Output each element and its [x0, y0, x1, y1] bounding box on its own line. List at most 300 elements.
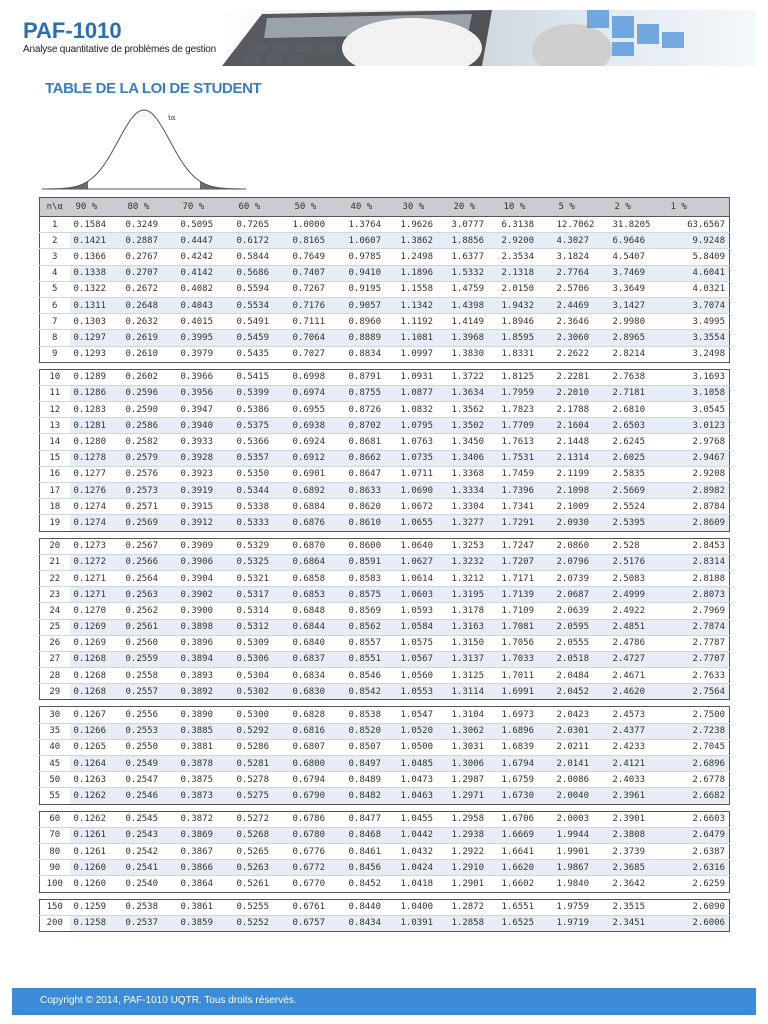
critical-value-cell: 0.1270	[70, 603, 122, 619]
critical-value-cell: 1.2987	[448, 772, 498, 788]
critical-value-cell: 0.1264	[70, 756, 122, 772]
critical-value-cell: 2.0003	[553, 811, 609, 827]
critical-value-cell: 2.8314	[665, 554, 730, 570]
critical-value-cell: 1.0424	[397, 860, 448, 876]
critical-value-cell: 0.5491	[233, 314, 289, 330]
critical-value-cell: 1.0391	[397, 915, 448, 931]
critical-value-cell: 0.8681	[345, 434, 397, 450]
critical-value-cell: 2.8073	[665, 587, 730, 603]
critical-value-cell: 63.6567	[665, 217, 730, 233]
critical-value-cell: 0.3873	[177, 788, 233, 804]
critical-value-cell: 1.0455	[397, 811, 448, 827]
critical-value-cell: 2.2010	[553, 385, 609, 401]
critical-value-cell: 1.0000	[289, 217, 345, 233]
table-row	[40, 619, 730, 635]
critical-value-cell: 0.6761	[289, 899, 345, 915]
critical-value-cell: 2.3646	[553, 314, 609, 330]
column-header: 30 %	[397, 198, 448, 217]
critical-value-cell: 1.3368	[448, 466, 498, 482]
critical-value-cell: 0.1311	[70, 297, 122, 313]
critical-value-cell: 2.4786	[609, 635, 665, 651]
critical-value-cell: 0.8546	[345, 668, 397, 684]
critical-value-cell: 2.2281	[553, 369, 609, 385]
critical-value-cell: 1.0997	[397, 346, 448, 362]
critical-value-cell: 2.5706	[553, 281, 609, 297]
course-subtitle: Analyse quantitative de problèmes de gestion	[23, 44, 216, 55]
critical-value-cell: 1.2922	[448, 843, 498, 859]
critical-value-cell: 0.3940	[177, 418, 233, 434]
critical-value-cell: 1.0603	[397, 587, 448, 603]
critical-value-cell: 0.5534	[233, 297, 289, 313]
critical-value-cell: 0.1266	[70, 723, 122, 739]
critical-value-cell: 1.0614	[397, 570, 448, 586]
table-row	[40, 843, 730, 859]
critical-value-cell: 0.2558	[122, 668, 177, 684]
critical-value-cell: 0.8434	[345, 915, 397, 931]
degrees-of-freedom-cell: 2	[40, 233, 70, 249]
column-header: 40 %	[345, 198, 397, 217]
critical-value-cell: 0.8520	[345, 723, 397, 739]
critical-value-cell: 1.3163	[448, 619, 498, 635]
critical-value-cell: 2.1604	[553, 418, 609, 434]
critical-value-cell: 0.7267	[289, 281, 345, 297]
critical-value-cell: 0.1269	[70, 635, 122, 651]
critical-value-cell: 1.2901	[448, 876, 498, 892]
critical-value-cell: 1.6620	[498, 860, 553, 876]
critical-value-cell: 2.1098	[553, 483, 609, 499]
critical-value-cell: 1.0473	[397, 772, 448, 788]
critical-value-cell: 0.1268	[70, 684, 122, 700]
critical-value-cell: 0.5329	[233, 538, 289, 554]
bell-curve-line	[42, 110, 246, 189]
degrees-of-freedom-cell: 8	[40, 330, 70, 346]
critical-value-cell: 0.1262	[70, 811, 122, 827]
critical-value-cell: 2.7045	[665, 739, 730, 755]
table-header-row	[40, 198, 730, 217]
critical-value-cell: 1.0485	[397, 756, 448, 772]
critical-value-cell: 1.6641	[498, 843, 553, 859]
critical-value-cell: 0.6892	[289, 483, 345, 499]
critical-value-cell: 0.1274	[70, 499, 122, 515]
critical-value-cell: 1.0795	[397, 418, 448, 434]
degrees-of-freedom-cell: 14	[40, 434, 70, 450]
critical-value-cell: 0.7027	[289, 346, 345, 362]
critical-value-cell: 0.5317	[233, 587, 289, 603]
critical-value-cell: 1.9719	[553, 915, 609, 931]
critical-value-cell: 2.6682	[665, 788, 730, 804]
critical-value-cell: 2.8784	[665, 499, 730, 515]
critical-value-cell: 0.1261	[70, 827, 122, 843]
critical-value-cell: 1.1342	[397, 297, 448, 313]
degrees-of-freedom-cell: 30	[40, 707, 70, 723]
critical-value-cell: 2.0860	[553, 538, 609, 554]
critical-value-cell: 0.6794	[289, 772, 345, 788]
degrees-of-freedom-cell: 40	[40, 739, 70, 755]
calculator-illustration	[12, 10, 756, 66]
critical-value-cell: 2.9208	[665, 466, 730, 482]
table-row	[40, 651, 730, 667]
critical-value-cell: 2.6316	[665, 860, 730, 876]
critical-value-cell: 0.8538	[345, 707, 397, 723]
table-row	[40, 772, 730, 788]
critical-value-cell: 2.3451	[609, 915, 665, 931]
critical-value-cell: 1.0607	[345, 233, 397, 249]
table-row	[40, 434, 730, 450]
critical-value-cell: 1.9867	[553, 860, 609, 876]
table-row	[40, 603, 730, 619]
critical-value-cell: 0.8468	[345, 827, 397, 843]
critical-value-cell: 1.0442	[397, 827, 448, 843]
critical-value-cell: 2.8188	[665, 570, 730, 586]
critical-value-cell: 0.3906	[177, 554, 233, 570]
critical-value-cell: 0.1263	[70, 772, 122, 788]
critical-value-cell: 3.1693	[665, 369, 730, 385]
critical-value-cell: 0.6870	[289, 538, 345, 554]
critical-value-cell: 0.6772	[289, 860, 345, 876]
critical-value-cell: 0.3894	[177, 651, 233, 667]
group-spacer	[40, 700, 730, 707]
critical-value-cell: 0.2567	[122, 538, 177, 554]
critical-value-cell: 0.4142	[177, 265, 233, 281]
critical-value-cell: 1.0711	[397, 466, 448, 482]
critical-value-cell: 0.5375	[233, 418, 289, 434]
critical-value-cell: 2.4233	[609, 739, 665, 755]
critical-value-cell: 2.4469	[553, 297, 609, 313]
degrees-of-freedom-cell: 29	[40, 684, 70, 700]
critical-value-cell: 0.2541	[122, 860, 177, 876]
degrees-of-freedom-cell: 12	[40, 402, 70, 418]
critical-value-cell: 2.0555	[553, 635, 609, 651]
critical-value-cell: 0.4082	[177, 281, 233, 297]
student-distribution-curve	[42, 100, 246, 194]
critical-value-cell: 2.7707	[665, 651, 730, 667]
critical-value-cell: 1.8946	[498, 314, 553, 330]
table-row	[40, 860, 730, 876]
critical-value-cell: 0.2566	[122, 554, 177, 570]
critical-value-cell: 0.1260	[70, 876, 122, 892]
critical-value-cell: 1.6973	[498, 707, 553, 723]
critical-value-cell: 0.6757	[289, 915, 345, 931]
critical-value-cell: 4.6041	[665, 265, 730, 281]
critical-value-cell: 2.3808	[609, 827, 665, 843]
critical-value-cell: 0.1289	[70, 369, 122, 385]
critical-value-cell: 0.3872	[177, 811, 233, 827]
critical-value-cell: 2.3901	[609, 811, 665, 827]
critical-value-cell: 1.6669	[498, 827, 553, 843]
table-row	[40, 635, 730, 651]
critical-value-cell: 0.1269	[70, 619, 122, 635]
critical-value-cell: 2.8214	[609, 346, 665, 362]
critical-value-cell: 0.5292	[233, 723, 289, 739]
critical-value-cell: 0.5261	[233, 876, 289, 892]
critical-value-cell: 0.2553	[122, 723, 177, 739]
critical-value-cell: 2.6603	[665, 811, 730, 827]
degrees-of-freedom-cell: 17	[40, 483, 70, 499]
critical-value-cell: 0.7064	[289, 330, 345, 346]
critical-value-cell: 1.4759	[448, 281, 498, 297]
critical-value-cell: 0.5459	[233, 330, 289, 346]
table-row	[40, 466, 730, 482]
critical-value-cell: 1.6602	[498, 876, 553, 892]
footer-bar	[12, 988, 756, 1015]
table-row	[40, 385, 730, 401]
critical-value-cell: 1.0627	[397, 554, 448, 570]
critical-value-cell: 2.3515	[609, 899, 665, 915]
critical-value-cell: 1.6706	[498, 811, 553, 827]
critical-value-cell: 1.7613	[498, 434, 553, 450]
critical-value-cell: 1.7171	[498, 570, 553, 586]
critical-value-cell: 0.8633	[345, 483, 397, 499]
degrees-of-freedom-cell: 4	[40, 265, 70, 281]
critical-value-cell: 0.2767	[122, 249, 177, 265]
critical-value-cell: 1.7011	[498, 668, 553, 684]
critical-value-cell: 1.8595	[498, 330, 553, 346]
critical-value-cell: 2.0141	[553, 756, 609, 772]
critical-value-cell: 0.3878	[177, 756, 233, 772]
critical-value-cell: 0.6790	[289, 788, 345, 804]
critical-value-cell: 0.2579	[122, 450, 177, 466]
critical-value-cell: 1.3830	[448, 346, 498, 362]
critical-value-cell: 0.3249	[122, 217, 177, 233]
critical-value-cell: 1.2872	[448, 899, 498, 915]
degrees-of-freedom-cell: 21	[40, 554, 70, 570]
critical-value-cell: 0.7649	[289, 249, 345, 265]
critical-value-cell: 1.3502	[448, 418, 498, 434]
critical-value-cell: 1.2858	[448, 915, 498, 931]
student-t-table-container	[39, 197, 729, 932]
critical-value-cell: 0.3909	[177, 538, 233, 554]
critical-value-cell: 0.8620	[345, 499, 397, 515]
critical-value-cell: 2.1788	[553, 402, 609, 418]
critical-value-cell: 0.6901	[289, 466, 345, 482]
critical-value-cell: 1.2938	[448, 827, 498, 843]
critical-value-cell: 0.2564	[122, 570, 177, 586]
critical-value-cell: 0.8583	[345, 570, 397, 586]
critical-value-cell: 1.3114	[448, 684, 498, 700]
critical-value-cell: 0.3904	[177, 570, 233, 586]
critical-value-cell: 0.1268	[70, 668, 122, 684]
critical-value-cell: 3.3554	[665, 330, 730, 346]
critical-value-cell: 1.3031	[448, 739, 498, 755]
critical-value-cell: 0.3923	[177, 466, 233, 482]
critical-value-cell: 1.3764	[345, 217, 397, 233]
critical-value-cell: 0.2672	[122, 281, 177, 297]
critical-value-cell: 1.9626	[397, 217, 448, 233]
critical-value-cell: 1.0547	[397, 707, 448, 723]
critical-value-cell: 0.2569	[122, 515, 177, 531]
critical-value-cell: 1.0500	[397, 739, 448, 755]
critical-value-cell: 1.3406	[448, 450, 498, 466]
critical-value-cell: 0.2619	[122, 330, 177, 346]
page-title: TABLE DE LA LOI DE STUDENT	[45, 80, 262, 97]
table-row	[40, 739, 730, 755]
critical-value-cell: 2.528	[609, 538, 665, 554]
critical-value-cell: 0.4242	[177, 249, 233, 265]
degrees-of-freedom-cell: 11	[40, 385, 70, 401]
critical-value-cell: 6.9646	[609, 233, 665, 249]
critical-value-cell: 2.9467	[665, 450, 730, 466]
critical-value-cell: 0.8507	[345, 739, 397, 755]
critical-value-cell: 2.0484	[553, 668, 609, 684]
column-header: 2 %	[609, 198, 665, 217]
critical-value-cell: 0.1265	[70, 739, 122, 755]
critical-value-cell: 3.2498	[665, 346, 730, 362]
critical-value-cell: 4.3027	[553, 233, 609, 249]
critical-value-cell: 1.2971	[448, 788, 498, 804]
critical-value-cell: 0.4015	[177, 314, 233, 330]
critical-value-cell: 1.3562	[448, 402, 498, 418]
critical-value-cell: 0.3915	[177, 499, 233, 515]
critical-value-cell: 2.7633	[665, 668, 730, 684]
group-spacer-cell	[40, 804, 730, 811]
critical-value-cell: 0.5338	[233, 499, 289, 515]
critical-value-cell: 1.0520	[397, 723, 448, 739]
group-spacer	[40, 804, 730, 811]
critical-value-cell: 0.7265	[233, 217, 289, 233]
critical-value-cell: 0.6858	[289, 570, 345, 586]
critical-value-cell: 1.3195	[448, 587, 498, 603]
table-body	[40, 217, 730, 932]
critical-value-cell: 0.2547	[122, 772, 177, 788]
critical-value-cell: 0.3912	[177, 515, 233, 531]
critical-value-cell: 1.6730	[498, 788, 553, 804]
critical-value-cell: 0.6837	[289, 651, 345, 667]
group-spacer-cell	[40, 531, 730, 538]
critical-value-cell: 0.3995	[177, 330, 233, 346]
critical-value-cell: 0.1259	[70, 899, 122, 915]
critical-value-cell: 2.7969	[665, 603, 730, 619]
critical-value-cell: 0.3892	[177, 684, 233, 700]
critical-value-cell: 0.8456	[345, 860, 397, 876]
critical-value-cell: 2.6778	[665, 772, 730, 788]
critical-value-cell: 2.0595	[553, 619, 609, 635]
critical-value-cell: 2.4851	[609, 619, 665, 635]
critical-value-cell: 0.2540	[122, 876, 177, 892]
critical-value-cell: 0.2562	[122, 603, 177, 619]
critical-value-cell: 1.7959	[498, 385, 553, 401]
degrees-of-freedom-cell: 50	[40, 772, 70, 788]
critical-value-cell: 0.1297	[70, 330, 122, 346]
critical-value-cell: 0.8452	[345, 876, 397, 892]
critical-value-cell: 3.0123	[665, 418, 730, 434]
degrees-of-freedom-cell: 5	[40, 281, 70, 297]
critical-value-cell: 0.1272	[70, 554, 122, 570]
critical-value-cell: 0.3966	[177, 369, 233, 385]
critical-value-cell: 0.3933	[177, 434, 233, 450]
critical-value-cell: 0.8562	[345, 619, 397, 635]
critical-value-cell: 2.0040	[553, 788, 609, 804]
critical-value-cell: 3.4995	[665, 314, 730, 330]
critical-value-cell: 1.7341	[498, 499, 553, 515]
critical-value-cell: 2.3685	[609, 860, 665, 876]
critical-value-cell: 2.4033	[609, 772, 665, 788]
critical-value-cell: 0.5265	[233, 843, 289, 859]
critical-value-cell: 0.2632	[122, 314, 177, 330]
critical-value-cell: 0.5415	[233, 369, 289, 385]
course-code: PAF-1010	[23, 18, 122, 43]
critical-value-cell: 2.8453	[665, 538, 730, 554]
column-header: 60 %	[233, 198, 289, 217]
critical-value-cell: 2.6896	[665, 756, 730, 772]
critical-value-cell: 0.5314	[233, 603, 289, 619]
critical-value-cell: 0.6974	[289, 385, 345, 401]
critical-value-cell: 1.3125	[448, 668, 498, 684]
critical-value-cell: 1.0400	[397, 899, 448, 915]
critical-value-cell: 0.3893	[177, 668, 233, 684]
critical-value-cell: 1.3334	[448, 483, 498, 499]
critical-value-cell: 2.5176	[609, 554, 665, 570]
critical-value-cell: 0.8489	[345, 772, 397, 788]
critical-value-cell: 2.7764	[553, 265, 609, 281]
critical-value-cell: 1.3178	[448, 603, 498, 619]
critical-value-cell: 0.6853	[289, 587, 345, 603]
critical-value-cell: 0.3864	[177, 876, 233, 892]
critical-value-cell: 1.0931	[397, 369, 448, 385]
critical-value-cell: 0.8610	[345, 515, 397, 531]
critical-value-cell: 0.8647	[345, 466, 397, 482]
group-spacer	[40, 531, 730, 538]
table-row	[40, 346, 730, 362]
critical-value-cell: 2.5524	[609, 499, 665, 515]
critical-value-cell: 1.0584	[397, 619, 448, 635]
critical-value-cell: 1.0553	[397, 684, 448, 700]
degrees-of-freedom-cell: 1	[40, 217, 70, 233]
critical-value-cell: 2.0452	[553, 684, 609, 700]
critical-value-cell: 3.1824	[553, 249, 609, 265]
critical-value-cell: 2.0301	[553, 723, 609, 739]
table-row	[40, 827, 730, 843]
critical-value-cell: 2.7181	[609, 385, 665, 401]
critical-value-cell: 1.2910	[448, 860, 498, 876]
critical-value-cell: 0.5366	[233, 434, 289, 450]
table-row	[40, 538, 730, 554]
table-row	[40, 876, 730, 892]
critical-value-cell: 0.2648	[122, 297, 177, 313]
group-spacer-cell	[40, 362, 730, 369]
degrees-of-freedom-cell: 25	[40, 619, 70, 635]
degrees-of-freedom-cell: 22	[40, 570, 70, 586]
critical-value-cell: 0.6172	[233, 233, 289, 249]
critical-value-cell: 0.8726	[345, 402, 397, 418]
critical-value-cell: 3.1058	[665, 385, 730, 401]
critical-value-cell: 0.2887	[122, 233, 177, 249]
critical-value-cell: 2.1009	[553, 499, 609, 515]
critical-value-cell: 0.1271	[70, 587, 122, 603]
critical-value-cell: 1.3450	[448, 434, 498, 450]
critical-value-cell: 1.6759	[498, 772, 553, 788]
critical-value-cell: 0.1286	[70, 385, 122, 401]
critical-value-cell: 2.0930	[553, 515, 609, 531]
student-t-table	[39, 197, 730, 932]
critical-value-cell: 1.0672	[397, 499, 448, 515]
critical-value-cell: 0.5263	[233, 860, 289, 876]
critical-value-cell: 0.1276	[70, 483, 122, 499]
column-header: 50 %	[289, 198, 345, 217]
critical-value-cell: 0.2538	[122, 899, 177, 915]
critical-value-cell: 1.0593	[397, 603, 448, 619]
degrees-of-freedom-cell: 35	[40, 723, 70, 739]
corner-header: n\α	[40, 198, 70, 217]
critical-value-cell: 1.3253	[448, 538, 498, 554]
critical-value-cell: 0.9195	[345, 281, 397, 297]
table-row	[40, 499, 730, 515]
critical-value-cell: 0.5275	[233, 788, 289, 804]
critical-value-cell: 0.8702	[345, 418, 397, 434]
degrees-of-freedom-cell: 9	[40, 346, 70, 362]
critical-value-cell: 2.0639	[553, 603, 609, 619]
degrees-of-freedom-cell: 70	[40, 827, 70, 843]
critical-value-cell: 1.1081	[397, 330, 448, 346]
